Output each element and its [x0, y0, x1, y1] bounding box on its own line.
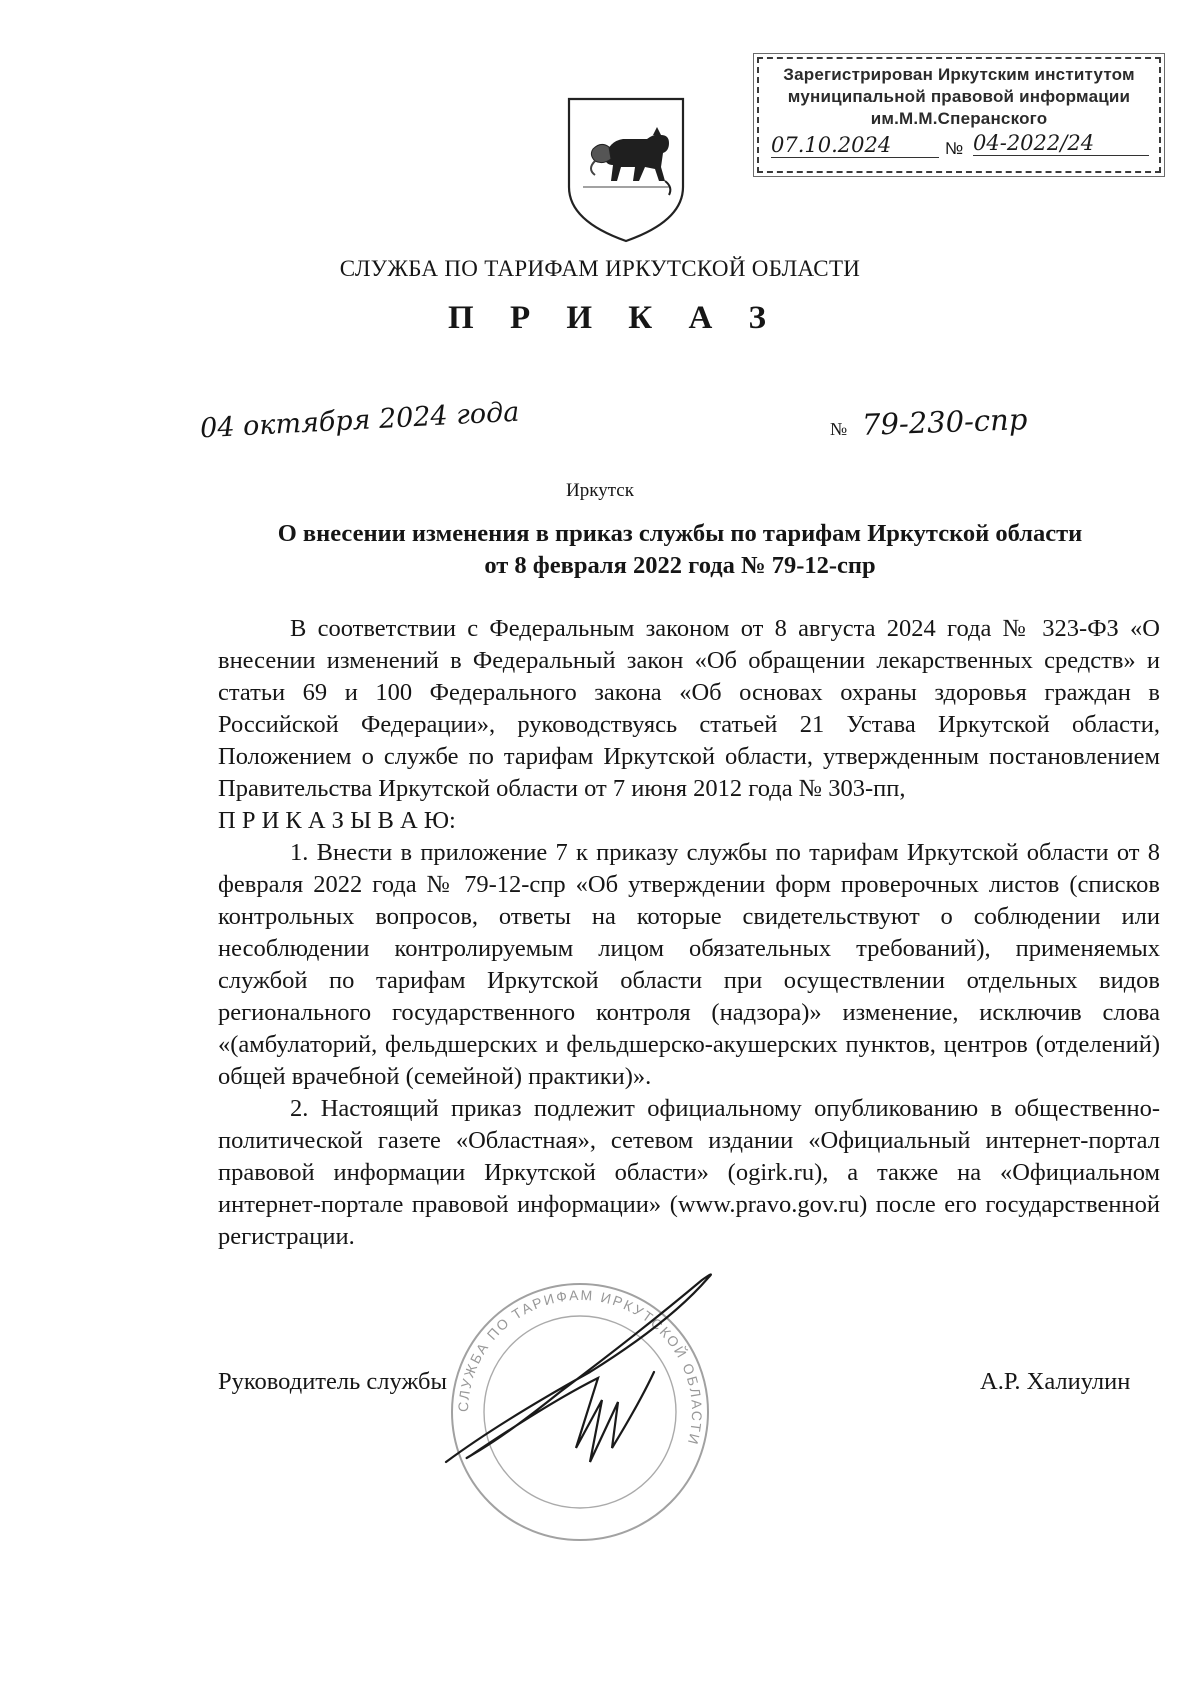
- registration-stamp-line: Зарегистрирован Иркутским институтом: [783, 65, 1135, 84]
- coat-of-arms-icon: [565, 95, 687, 245]
- order-subject-line: от 8 февраля 2022 года № 79-12-спр: [484, 552, 876, 579]
- organization-name: СЛУЖБА ПО ТАРИФАМ ИРКУТСКОЙ ОБЛАСТИ: [339, 256, 861, 281]
- registration-date: 07.10.2024: [771, 133, 939, 158]
- seal-and-signature: [440, 1252, 720, 1572]
- signer-position: Руководитель службы: [218, 1368, 447, 1395]
- order-date: 04 октября 2024 года: [199, 396, 521, 445]
- registration-stamp: [757, 57, 1161, 173]
- order-item-2: 2. Настоящий приказ подлежит официальному опубликованию в общественно-политической газете «Областная», сетевом издании «Официальный интернет-портал правовой информации Иркутской области» (ogirk.ru), а также на «Официальном интернет-портале правовой информации» (www.pravo.gov.ru) после его государственной регистрации.: [218, 1095, 1160, 1250]
- city: Иркутск: [566, 480, 634, 501]
- svg-text:СЛУЖБА ПО ТАРИФАМ ИРКУТСКОЙ ОБ: [455, 1287, 705, 1448]
- order-number: 79-230-спр: [861, 402, 1028, 442]
- order-number-label: №: [830, 419, 848, 439]
- order-subject: [200, 518, 1160, 582]
- order-item-1: 1. Внести в приложение 7 к приказу службы по тарифам Иркутской области от 8 февраля 2022 года № 79-12-спр «Об утверждении форм проверочных листов (списков контрольных вопросов, ответы на которые свидетельствуют о соблюдении или несоблюдении контролируемым лицом обязательных требований), применяемых службой по тарифам Иркутской области при осуществлении отдельных видов регионального государственного контроля (надзора)» изменение, исключив слова «(амбулаторий, фельдшерских и фельдшерско-акушерских пунктов, центров (отделений) общей врачебной (семейной) практики)».: [218, 839, 1160, 1090]
- official-seal: [452, 1284, 708, 1540]
- order-subject-line: О внесении изменения в приказ службы по тарифам Иркутской области: [277, 520, 1083, 547]
- registration-stamp-line: им.М.М.Сперанского: [870, 109, 1048, 128]
- order-word: П Р И К А З Ы В А Ю:: [218, 807, 456, 834]
- registration-number-label: №: [945, 139, 964, 158]
- order-body: [218, 613, 1160, 1253]
- signer-name: А.Р. Халиулин: [980, 1368, 1131, 1395]
- preamble-paragraph: В соответствии с Федеральным законом от 8 августа 2024 года № 323-ФЗ «О внесении изменений в Федеральный закон «Об обращении лекарственных средств» и статьи 69 и 100 Федерального закона «Об основах охраны здоровья граждан в Российской Федерации», руководствуясь статьей 21 Устава Иркутской области, Положением о службе по тарифам Иркутской области, утвержденным постановлением Правительства Иркутской области от 7 июня 2012 года № 303-пп,: [218, 615, 1160, 802]
- seal-text: СЛУЖБА ПО ТАРИФАМ ИРКУТСКОЙ ОБЛАСТИ: [454, 1286, 706, 1448]
- registration-stamp-line: муниципальной правовой информации: [787, 87, 1131, 106]
- registration-number: 04-2022/24: [973, 131, 1149, 156]
- document-type-title: П Р И К А З: [448, 300, 780, 336]
